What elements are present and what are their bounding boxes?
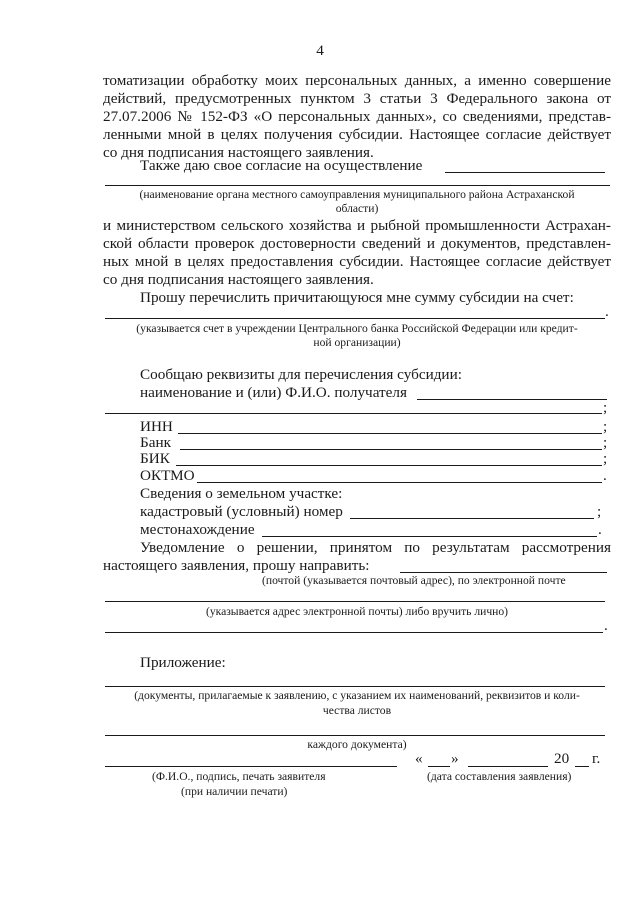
attachment-line-1[interactable] (105, 686, 605, 687)
notification-method-line[interactable] (400, 572, 607, 573)
verification-last-line: со дня подписания настоящего заявления. (103, 271, 374, 288)
applicant-signature-line[interactable] (105, 766, 397, 767)
attachment-heading: Приложение: (140, 654, 226, 671)
bank-label: Банк (140, 434, 171, 451)
account-request-text: Прошу перечислить причитающуюся мне сумму субсидии на счет: (140, 289, 574, 306)
date-day-field[interactable] (428, 766, 450, 767)
date-month-field[interactable] (468, 766, 548, 767)
cadastral-field[interactable] (350, 518, 594, 519)
recipient-line-full[interactable] (105, 413, 602, 414)
inn-label: ИНН (140, 418, 173, 435)
verification-line-3: ных мной в целях предоставления субсидии. Настоящее согласие действует (103, 253, 611, 270)
notification-address-line[interactable] (105, 601, 605, 602)
inn-end-mark: ; (603, 418, 608, 435)
oktmo-end-mark: . (603, 467, 607, 484)
consent-last-line: со дня подписания настоящего заявления. (103, 144, 374, 161)
recipient-label: наименование и (или) Ф.И.О. получателя (140, 384, 407, 401)
notification-postal-hint: (почтой (указывается почтовый адрес), по электронной почте (262, 574, 566, 587)
bank-field[interactable] (180, 449, 602, 450)
authority-name-line-full[interactable] (105, 185, 610, 186)
account-end-mark: . (605, 303, 609, 320)
authority-name-line[interactable] (445, 172, 605, 173)
authority-hint-line-1: (наименование органа местного самоуправления муниципального района Астраханской (139, 188, 575, 201)
cadastral-end-mark: ; (597, 503, 602, 520)
date-close-quote: » (451, 750, 459, 767)
verification-line-2: ской области проверок достоверности сведений и документов, представлен- (103, 235, 611, 252)
bik-label: БИК (140, 450, 170, 467)
fio-caption-line-2: (при наличии печати) (181, 785, 288, 798)
inn-field[interactable] (178, 433, 602, 434)
oktmo-label: ОКТМО (140, 467, 195, 484)
attachment-hint-line-3: каждого документа) (307, 738, 407, 751)
cadastral-label: кадастровый (условный) номер (140, 503, 343, 520)
location-field[interactable] (262, 536, 597, 537)
page-number: 4 (316, 42, 324, 59)
date-open-quote: « (415, 750, 423, 767)
attachment-hint-line-1: (документы, прилагаемые к заявлению, с указанием их наименований, реквизитов и коли- (134, 689, 580, 702)
verification-line-1: и министерством сельского хозяйства и рыбной промышленности Астрахан- (103, 217, 611, 234)
fio-caption-line-1: (Ф.И.О., подпись, печать заявителя (152, 770, 326, 783)
notification-email-line[interactable] (105, 632, 603, 633)
recipient-end-mark: ; (603, 399, 608, 416)
date-year-suffix: г. (592, 750, 601, 767)
consent-line-1: томатизации обработку моих персональных данных, а именно совершение (103, 72, 611, 89)
date-year-field[interactable] (575, 766, 589, 767)
date-caption: (дата составления заявления) (427, 770, 572, 783)
location-label: местонахождение (140, 521, 255, 538)
location-end-mark: . (598, 521, 602, 538)
notification-line-2: настоящего заявления, прошу направить: (103, 557, 370, 574)
bik-end-mark: ; (603, 450, 608, 467)
account-line[interactable] (105, 318, 605, 319)
authority-hint-line-2: области) (335, 202, 379, 215)
consent-line-4: ленными мной в целях получения субсидии. Настоящее согласие действует (103, 126, 611, 143)
bank-end-mark: ; (603, 434, 608, 451)
bik-field[interactable] (176, 465, 602, 466)
notification-end-mark: . (604, 617, 608, 634)
consent-line-3: 27.07.2006 № 152-ФЗ «О персональных данных», со сведениями, представ- (103, 108, 611, 125)
account-hint-line-2: ной организации) (313, 336, 401, 349)
notification-line-1: Уведомление о решении, принятом по результатам рассмотрения (140, 539, 611, 556)
account-hint-line-1: (указывается счет в учреждении Центрального банка Российской Федерации или кредит- (136, 322, 578, 335)
notification-email-hint: (указывается адрес электронной почты) либо вручить лично) (205, 605, 509, 618)
oktmo-field[interactable] (197, 482, 602, 483)
land-heading: Сведения о земельном участке: (140, 485, 343, 502)
attachment-hint-line-2: чества листов (322, 704, 392, 717)
date-year-prefix: 20 (554, 750, 570, 767)
verification-intro: Также даю свое согласие на осуществление (140, 157, 423, 174)
requisites-heading: Сообщаю реквизиты для перечисления субсидии: (140, 366, 462, 383)
recipient-line[interactable] (417, 399, 607, 400)
consent-line-2: действий, предусмотренных пунктом 3 статьи 3 Федерального закона от (103, 90, 611, 107)
attachment-line-2[interactable] (105, 735, 605, 736)
